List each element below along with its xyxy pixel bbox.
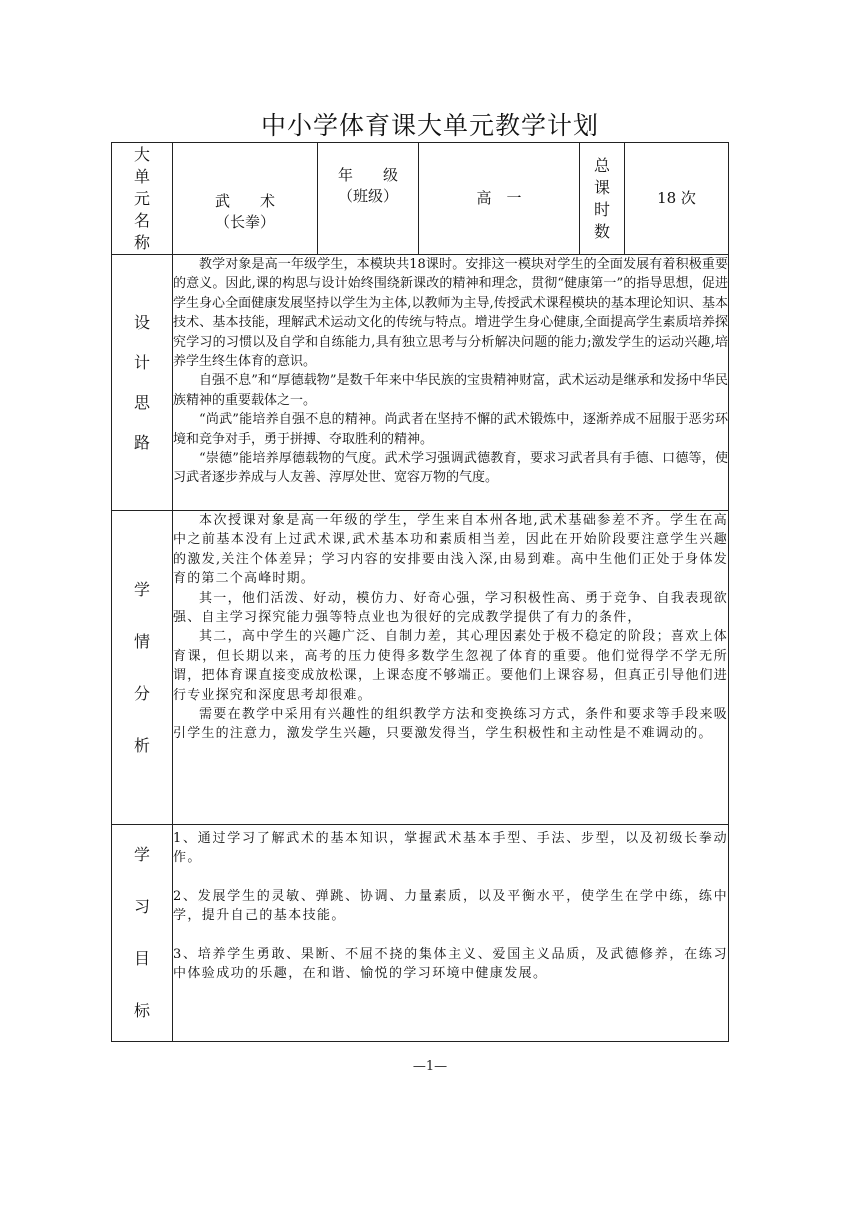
design-paragraph: 教学对象是高一年级学生，本模块共18课时。安排这一模块对学生的全面发展有着积极重要的意义。因此,课的构思与设计始终围绕新课改的精神和理念，贯彻“健康第一”的指导思想，促进学生身心全面健康发展坚持以学生为主体,以教师为主导,传授武术课程模块的基本理论知识、基本技术、基本技能，理解武术运动文化的传统与特点。增进学生身心健康,全面提高学生素质培养探究学习的习惯以及自学和自练能力,具有独立思考与分析解决问题的能力;激发学生的运动兴趣,培养学生终生体育的意识。 [173,257,728,370]
grade-label: 年 级 [337,166,398,184]
analysis-label-cell [112,511,173,825]
total-hours-label-cell [580,143,625,255]
unit-name-sub: （长拳） [214,212,275,231]
grade-value-cell [419,143,580,255]
teaching-plan-table [111,142,729,1042]
goals-row [112,825,729,1042]
goals-content [173,825,729,1042]
header-row [112,143,729,255]
unit-name-label-cell [112,143,173,255]
analysis-paragraph: 需要在教学中采用有兴趣性的组织教学方法和变换练习方式，条件和要求等手段来吸引学生的注意力，激发学生兴趣，只要激发得当，学生积极性和主动性是不难调动的。 [173,707,728,742]
goal-item: 2、发展学生的灵敏、弹跳、协调、力量素质，以及平衡水平，使学生在学中练，练中学，提升自己的基本技能。 [173,888,728,924]
design-content [173,255,729,511]
unit-name-value-cell [173,143,318,255]
analysis-paragraph: 其二，高中学生的兴趣广泛、自制力差，其心理因素处于极不稳定的阶段；喜欢上体育课，但长期以来，高考的压力使得多数学生忽视了体育的重要。他们觉得学不学无所谓，把体育课直接变成放松课，上课态度不够端正。要他们上课容易，但真正引导他们进行专业探究和深度思考却很难。 [173,629,728,703]
analysis-content [173,511,729,825]
design-row [112,255,729,511]
goals-label-cell [112,825,173,1042]
goal-item: 3、培养学生勇敢、果断、不屈不挠的集体主义、爱国主义品质，及武德修养，在练习中体验成功的乐趣，在和谐、愉悦的学习环境中健康发展。 [173,946,728,982]
goal-item: 1、通过学习了解武术的基本知识，掌握武术基本手型、手法、步型，以及初级长拳动作。 [173,831,728,866]
design-label-cell [112,255,173,511]
analysis-paragraph: 其一，他们活泼、好动，模仿力、好奇心强，学习积极性高、勇于竞争、自我表现欲强、自主学习探究能力强等特点业也为很好的完成教学提供了有力的条件， [173,590,728,626]
design-paragraph: 自强不息”和“厚德载物”是数千年来中华民族的宝贵精神财富，武术运动是继承和发扬中华民族精神的重要载体之一。 [173,373,728,408]
analysis-row [112,511,729,825]
grade-label-cell [318,143,419,255]
total-hours-value: 18 次 [657,189,696,207]
design-label: 设计思路 [134,312,151,452]
total-hours-value-cell [625,143,729,255]
page-number: —1— [412,1059,448,1074]
total-hours-label: 总课时数 [594,155,611,241]
grade-label-sub: （班级） [337,187,398,205]
analysis-paragraph: 本次授课对象是高一年级的学生，学生来自本州各地,武术基础参差不齐。学生在高中之前基本没有上过武术课,武术基本功和素质相当差，因此在开始阶段要注意学生兴趣的激发,关注个体差异；学习内容的安排要由浅入深,由易到难。高中生他们正处于身体发育的第二个高峰时期。 [173,513,728,587]
grade-value: 高 一 [476,189,522,207]
design-paragraph: “尚武”能培养自强不息的精神。尚武者在坚持不懈的武术锻炼中，逐渐养成不屈服于恶劣环境和竞争对手，勇于拼搏、夺取胜利的精神。 [173,412,728,447]
unit-name-label: 大单元名称 [134,144,151,252]
design-paragraph: “崇德”能培养厚德载物的气度。武术学习强调武德教育，要求习武者具有手德、口德等，使习武者逐步养成与人友善、淳厚处世、宽容万物的气度。 [173,451,728,486]
unit-name-value: 武 术 [214,191,275,210]
analysis-label: 学情分析 [134,579,151,755]
page-title: 中小学体育课大单元教学计划 [260,111,599,140]
goals-label: 学习目标 [134,845,151,1020]
